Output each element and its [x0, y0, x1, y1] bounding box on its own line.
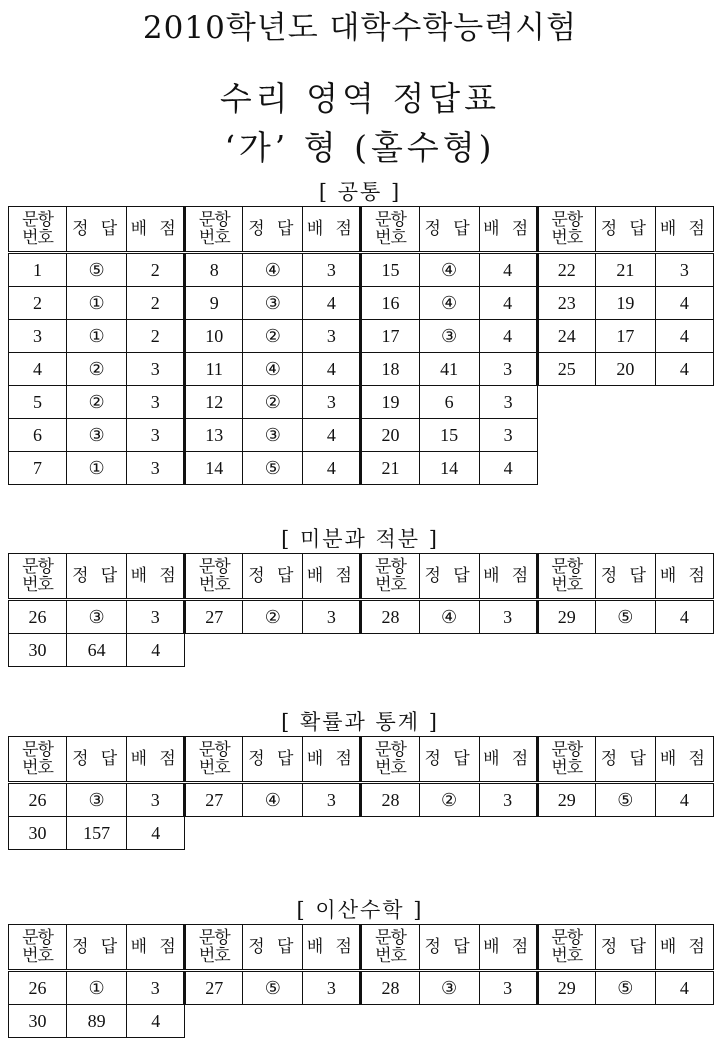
score: 3: [127, 353, 185, 386]
header-score: 배 점: [127, 554, 185, 600]
score: 4: [127, 817, 185, 850]
header-num-line1: 문항: [22, 557, 53, 576]
header-score: 배 점: [479, 554, 537, 600]
question-number: 24: [537, 320, 595, 353]
answer: ①: [67, 971, 127, 1005]
table-row: [9, 600, 714, 634]
header-score: 배 점: [655, 925, 713, 971]
answer: ②: [243, 600, 303, 634]
header-question-number: [9, 737, 67, 783]
header-num-line2: 번호: [375, 946, 406, 965]
header-score: 배 점: [127, 737, 185, 783]
question-number: 26: [9, 783, 67, 817]
score: 3: [127, 419, 185, 452]
question-number: 13: [185, 419, 243, 452]
answer: 21: [595, 253, 655, 287]
header-num-line1: 문항: [198, 557, 230, 576]
answer: ③: [419, 971, 479, 1005]
empty-space: [185, 634, 714, 667]
table-row: [9, 320, 714, 353]
header-score: 배 점: [655, 554, 713, 600]
header-num-line2: 번호: [551, 946, 583, 965]
answer: ⑤: [243, 971, 303, 1005]
question-number: 30: [9, 634, 67, 667]
answer: ⑤: [243, 452, 303, 485]
answer: ④: [243, 253, 303, 287]
table-row: [9, 634, 714, 667]
score: 3: [303, 386, 361, 419]
header-num-line2: 번호: [375, 575, 406, 594]
score: 3: [303, 253, 361, 287]
answer: ①: [67, 287, 127, 320]
score: 4: [303, 452, 361, 485]
header-answer: 정 답: [595, 554, 655, 600]
header-question-number: [9, 207, 67, 253]
answer: ③: [243, 419, 303, 452]
header-question-number: [9, 925, 67, 971]
score: 3: [127, 600, 185, 634]
header-num-line1: 문항: [375, 928, 406, 947]
header-answer: 정 답: [67, 554, 127, 600]
score: 4: [655, 783, 713, 817]
header-score: 배 점: [655, 207, 713, 253]
header-score: 배 점: [303, 925, 361, 971]
header-num-line2: 번호: [198, 228, 230, 247]
header-question-number: [537, 737, 595, 783]
answer: 20: [595, 353, 655, 386]
header-answer: 정 답: [419, 207, 479, 253]
score: 4: [655, 320, 713, 353]
table-row: [9, 353, 714, 386]
section-label-statistics: [ 확률과 통계 ]: [281, 710, 439, 734]
question-number: 27: [185, 971, 243, 1005]
score: 3: [127, 452, 185, 485]
question-number: 29: [537, 783, 595, 817]
header-score: 배 점: [127, 207, 185, 253]
answer: ④: [419, 253, 479, 287]
header-num-line1: 문항: [22, 928, 53, 947]
header-num-line2: 번호: [198, 758, 230, 777]
score: 4: [303, 287, 361, 320]
question-number: 10: [185, 320, 243, 353]
answer: ②: [243, 386, 303, 419]
score: 2: [127, 287, 185, 320]
question-number: 29: [537, 600, 595, 634]
header-answer: 정 답: [595, 207, 655, 253]
score: 3: [303, 783, 361, 817]
answer: 157: [67, 817, 127, 850]
answer: ⑤: [595, 600, 655, 634]
score: 4: [655, 600, 713, 634]
empty-space: [185, 1005, 714, 1038]
header-num-line2: 번호: [375, 228, 406, 247]
score: 4: [655, 971, 713, 1005]
answer: ④: [419, 287, 479, 320]
answer: ③: [67, 419, 127, 452]
question-number: 26: [9, 971, 67, 1005]
answer: ⑤: [595, 971, 655, 1005]
question-number: 6: [9, 419, 67, 452]
header-num-line2: 번호: [551, 228, 583, 247]
header-score: 배 점: [655, 737, 713, 783]
question-number: 9: [185, 287, 243, 320]
question-number: 7: [9, 452, 67, 485]
header-question-number: [537, 207, 595, 253]
score: 3: [303, 971, 361, 1005]
answer: ①: [67, 320, 127, 353]
header-num-line1: 문항: [551, 740, 583, 759]
question-number: 8: [185, 253, 243, 287]
score: 3: [479, 386, 537, 419]
table-row: [9, 783, 714, 817]
question-number: 2: [9, 287, 67, 320]
header-question-number: [537, 554, 595, 600]
header-question-number: [185, 737, 243, 783]
answer: 15: [419, 419, 479, 452]
question-number: 25: [537, 353, 595, 386]
question-number: 30: [9, 1005, 67, 1038]
question-number: 11: [185, 353, 243, 386]
header-answer: 정 답: [243, 737, 303, 783]
question-number: 15: [361, 253, 419, 287]
score: 4: [127, 1005, 185, 1038]
sub-title: 수리 영역 정답표: [219, 79, 501, 118]
question-number: 3: [9, 320, 67, 353]
score: 3: [303, 600, 361, 634]
header-score: 배 점: [479, 207, 537, 253]
question-number: 21: [361, 452, 419, 485]
answer: 64: [67, 634, 127, 667]
score: 4: [655, 353, 713, 386]
header-question-number: [361, 737, 419, 783]
score: 4: [479, 287, 537, 320]
header-question-number: [361, 554, 419, 600]
answer: ②: [243, 320, 303, 353]
table-row: [9, 386, 714, 419]
header-num-line1: 문항: [22, 740, 53, 759]
answer-table-discrete: [8, 924, 714, 1038]
answer-table-common: [8, 206, 714, 485]
empty-space: [185, 817, 714, 850]
header-question-number: [185, 554, 243, 600]
question-number: 26: [9, 600, 67, 634]
header-answer: 정 답: [419, 925, 479, 971]
score: 4: [479, 320, 537, 353]
score: 4: [655, 287, 713, 320]
score: 4: [303, 419, 361, 452]
answer: ③: [67, 783, 127, 817]
section-label-common: [ 공통 ]: [318, 180, 402, 204]
score: 3: [655, 253, 713, 287]
question-number: 16: [361, 287, 419, 320]
answer: ⑤: [595, 783, 655, 817]
answer: ④: [243, 783, 303, 817]
question-number: 27: [185, 600, 243, 634]
header-answer: 정 답: [595, 737, 655, 783]
header-num-line2: 번호: [551, 758, 583, 777]
header-score: 배 점: [479, 925, 537, 971]
question-number: 18: [361, 353, 419, 386]
score: 3: [127, 971, 185, 1005]
score: 3: [479, 353, 537, 386]
question-number: 4: [9, 353, 67, 386]
score: 4: [303, 353, 361, 386]
score: 4: [127, 634, 185, 667]
score: 3: [479, 600, 537, 634]
answer: ②: [67, 386, 127, 419]
header-num-line1: 문항: [551, 210, 583, 229]
answer-table-statistics: [8, 736, 714, 850]
header-answer: 정 답: [67, 737, 127, 783]
table-row: [9, 1005, 714, 1038]
question-number: 28: [361, 600, 419, 634]
answer: 17: [595, 320, 655, 353]
empty-space: [537, 419, 713, 452]
table-row: [9, 452, 714, 485]
score: 2: [127, 253, 185, 287]
header-score: 배 점: [303, 737, 361, 783]
question-number: 1: [9, 253, 67, 287]
answer: ④: [419, 600, 479, 634]
header-score: 배 점: [303, 554, 361, 600]
header-question-number: [185, 207, 243, 253]
score: 3: [127, 783, 185, 817]
header-num-line2: 번호: [375, 758, 406, 777]
score: 2: [127, 320, 185, 353]
question-number: 17: [361, 320, 419, 353]
table-row: [9, 817, 714, 850]
header-num-line1: 문항: [375, 557, 406, 576]
table-row: [9, 971, 714, 1005]
header-num-line1: 문항: [375, 740, 406, 759]
header-question-number: [361, 207, 419, 253]
answer: ②: [419, 783, 479, 817]
score: 3: [479, 971, 537, 1005]
header-answer: 정 답: [595, 925, 655, 971]
header-num-line2: 번호: [22, 228, 53, 247]
answer: 6: [419, 386, 479, 419]
score: 3: [303, 320, 361, 353]
answer: 89: [67, 1005, 127, 1038]
score: 3: [127, 386, 185, 419]
answer: ③: [419, 320, 479, 353]
header-num-line1: 문항: [551, 557, 583, 576]
section-label-calculus: [ 미분과 적분 ]: [281, 527, 439, 551]
header-num-line1: 문항: [22, 210, 53, 229]
header-question-number: [537, 925, 595, 971]
header-question-number: [361, 925, 419, 971]
header-num-line1: 문항: [375, 210, 406, 229]
question-number: 23: [537, 287, 595, 320]
header-score: 배 점: [479, 737, 537, 783]
header-answer: 정 답: [419, 737, 479, 783]
answer: 41: [419, 353, 479, 386]
answer: ③: [67, 600, 127, 634]
answer-table-calculus: [8, 553, 714, 667]
question-number: 14: [185, 452, 243, 485]
score: 4: [479, 452, 537, 485]
answer: ⑤: [67, 253, 127, 287]
main-title: 2010학년도 대학수학능력시험: [142, 10, 578, 46]
header-num-line2: 번호: [198, 575, 230, 594]
answer: 19: [595, 287, 655, 320]
header-score: 배 점: [127, 925, 185, 971]
question-number: 22: [537, 253, 595, 287]
question-number: 29: [537, 971, 595, 1005]
header-answer: 정 답: [243, 925, 303, 971]
header-num-line1: 문항: [551, 928, 583, 947]
question-number: 20: [361, 419, 419, 452]
type-title: ‘가’ 형 (홀수형): [224, 128, 496, 167]
question-number: 19: [361, 386, 419, 419]
header-num-line2: 번호: [22, 946, 53, 965]
header-num-line2: 번호: [551, 575, 583, 594]
header-num-line1: 문항: [198, 928, 230, 947]
question-number: 5: [9, 386, 67, 419]
table-row: [9, 253, 714, 287]
question-number: 27: [185, 783, 243, 817]
empty-space: [537, 452, 713, 485]
header-answer: 정 답: [243, 554, 303, 600]
answer: 14: [419, 452, 479, 485]
question-number: 30: [9, 817, 67, 850]
empty-space: [537, 386, 713, 419]
header-num-line2: 번호: [22, 575, 53, 594]
answer: ③: [243, 287, 303, 320]
header-answer: 정 답: [67, 207, 127, 253]
header-score: 배 점: [303, 207, 361, 253]
table-row: [9, 287, 714, 320]
header-num-line2: 번호: [22, 758, 53, 777]
question-number: 28: [361, 783, 419, 817]
table-row: [9, 419, 714, 452]
score: 3: [479, 419, 537, 452]
answer: ①: [67, 452, 127, 485]
header-num-line2: 번호: [198, 946, 230, 965]
header-answer: 정 답: [243, 207, 303, 253]
header-question-number: [185, 925, 243, 971]
answer: ②: [67, 353, 127, 386]
question-number: 28: [361, 971, 419, 1005]
score: 4: [479, 253, 537, 287]
header-question-number: [9, 554, 67, 600]
answer: ④: [243, 353, 303, 386]
header-num-line1: 문항: [198, 740, 230, 759]
question-number: 12: [185, 386, 243, 419]
header-answer: 정 답: [419, 554, 479, 600]
score: 3: [479, 783, 537, 817]
header-answer: 정 답: [67, 925, 127, 971]
section-label-discrete: [ 이산수학 ]: [296, 898, 424, 922]
header-num-line1: 문항: [198, 210, 230, 229]
